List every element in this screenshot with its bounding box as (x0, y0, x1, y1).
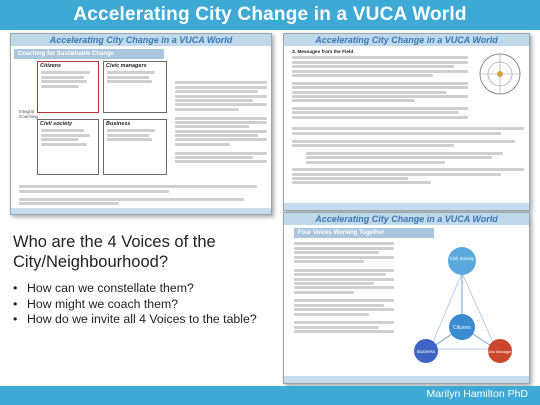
thumbnail-header: Accelerating City Change in a VUCA World (11, 34, 271, 46)
four-voices-diagram (400, 239, 525, 374)
section-heading: 3. Messages from the Field (292, 50, 354, 55)
thumbnail-footer (284, 203, 529, 210)
slide-title: Accelerating City Change in a VUCA World (73, 4, 467, 25)
quadrant-business: Business (103, 119, 167, 175)
thumbnail-body-text (175, 80, 267, 165)
node-business (414, 339, 438, 363)
node-civil-society (448, 247, 476, 275)
title-banner (0, 0, 540, 30)
thumbnail-subheader: Four Voices Working Together (294, 228, 434, 238)
quadrant-diagram (19, 61, 169, 181)
thumbnail-body-text (294, 241, 394, 335)
svg-text:Citizens: Citizens (453, 325, 471, 331)
svg-text:Civil Society: Civil Society (449, 256, 475, 261)
bullet-item: • How might we coach them? (13, 297, 281, 313)
node-civic-managers (486, 339, 514, 363)
document-thumbnail-coaching (10, 33, 272, 215)
thumbnail-bottom-text (19, 184, 269, 206)
document-thumbnail-messages (283, 33, 530, 211)
node-citizens (449, 314, 475, 340)
footer-bar (0, 386, 540, 405)
thumbnail-header: Accelerating City Change in a VUCA World (284, 213, 529, 225)
thumbnail-header: Accelerating City Change in a VUCA World (284, 34, 529, 46)
circle-logo-icon (476, 50, 524, 98)
quadrant-citizens: Citizens (37, 61, 99, 113)
quadrant-civic-managers: Civic managers (103, 61, 167, 113)
thumbnail-body-text (292, 50, 468, 120)
main-question: Who are the 4 Voices of the City/Neighbourhood? (13, 233, 216, 271)
bullet-item: • How do we invite all 4 Voices to the table? (13, 312, 281, 328)
svg-text:Civic Managers: Civic Managers (486, 349, 514, 354)
quadrant-civil-society: Civil society (37, 119, 99, 175)
bullet-list (13, 281, 281, 328)
thumbnail-footer (284, 376, 529, 383)
author-name: Marilyn Hamilton PhD (426, 388, 528, 400)
thumbnail-subheader: Coaching for Sustainable Change (14, 49, 164, 59)
document-thumbnail-four-voices (283, 212, 530, 384)
svg-text:Business: Business (416, 349, 436, 354)
thumbnail-body-text-lower (292, 126, 524, 186)
integral-label: Integral Coaching (19, 109, 39, 119)
bullet-item: • How can we constellate them? (13, 281, 281, 297)
thumbnail-footer (11, 208, 271, 214)
